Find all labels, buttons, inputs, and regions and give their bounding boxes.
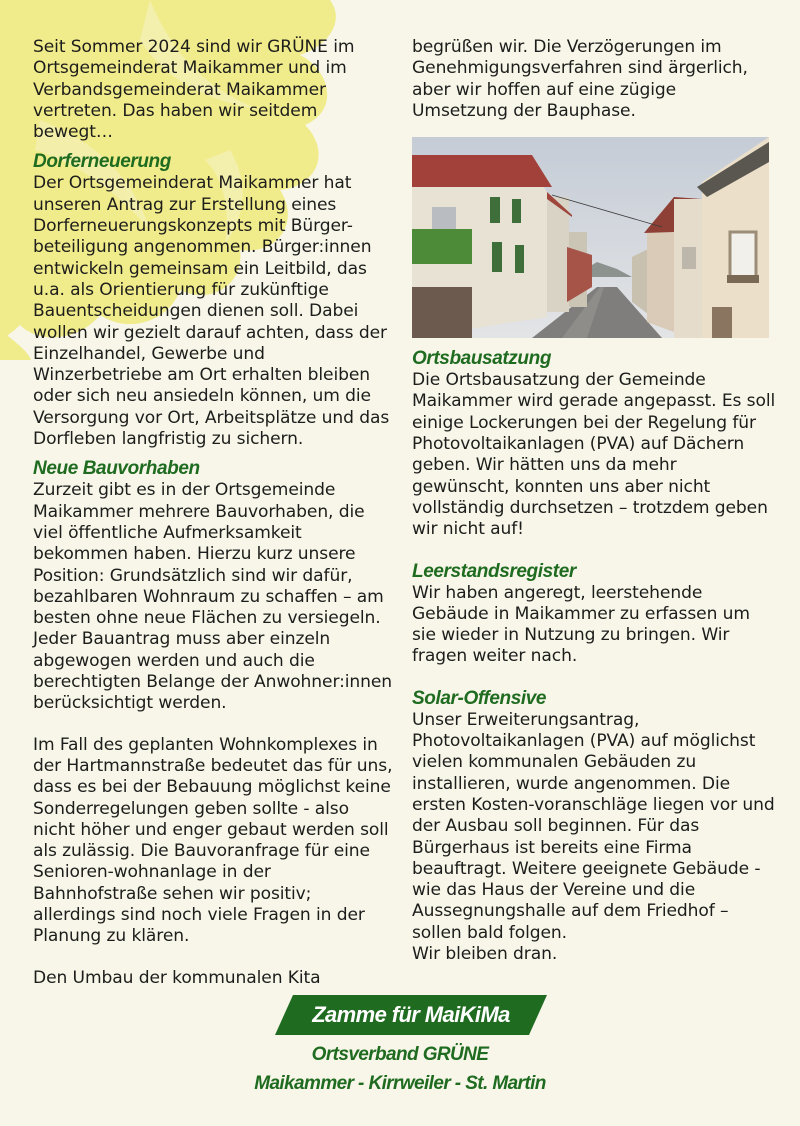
dorferneuerung-heading: Dorferneuerung	[33, 151, 171, 173]
solar-text: Unser Erweiterungsantrag, Photovoltaikanlagen (PVA) auf möglichst vielen kommunalen Gebäuden zu installieren, wurde angenommen. Die ersten Kosten-voranschläge liegen vor und der Ausbau soll beginnen. Für das Bürgerhaus ist bereits eine Firma beauftragt. Weitere geeignete Gebäude - wie das Haus der Vereine und die Aussegnungshalle auf dem Friedhof – sollen bald folgen.	[412, 709, 775, 943]
right-column	[412, 37, 777, 965]
bauvorhaben-heading: Neue Bauvorhaben	[33, 458, 200, 480]
leerstand-text: Wir haben angeregt, leerstehende Gebäude in Maikammer zu erfassen um sie wieder in Nutzung zu bringen. Wir fragen weiter nach.	[412, 582, 750, 667]
slogan-banner	[275, 995, 547, 1035]
dorferneuerung-text: Der Ortsgemeinderat Maikammer hat unseren Antrag zur Erstellung eines Dorferneuerungskonzepts mit Bürger-beteiligung angenommen. Bürger:innen entwickeln gemeinsam ein Leitbild, das u.a. als Orientierung für zukünftige Bauentscheidungen dienen soll. Dabei wollen wir gezielt darauf achten, dass der Einzelhandel, Gewerbe und Winzerbetriebe am Ort erhalten bleiben oder sich neu ansiedeln können, um die Versorgung vor Ort, Arbeitsplätze und das Dorfleben langfristig zu sichern.	[33, 173, 390, 450]
intro-text: Seit Sommer 2024 sind wir GRÜNE im Ortsgemeinderat Maikammer und im Verbandsgemeinderat Maikammer vertreten. Das haben wir seitdem bewegt…	[33, 37, 355, 143]
bauvorhaben-text: Zurzeit gibt es in der Ortsgemeinde Maikammer mehrere Bauvorhaben, die viel öffentliche Aufmerksamkeit bekommen haben. Hierzu kurz unsere Position: Grundsätzlich sind wir dafür, bezahlbaren Wohnraum zu schaffen – am besten ohne neue Flächen zu versiegeln. Jeder Bauantrag muss aber einzeln abgewogen werden und auch die berechtigten Belange der Anwohner:innen berücksichtigt werden.	[33, 480, 392, 714]
left-column	[33, 37, 395, 989]
continuation-text: begrüßen wir. Die Verzögerungen im Genehmigungsverfahren sind ärgerlich, aber wir hoffen auf eine zügige Umsetzung der Bauphase.	[412, 37, 748, 121]
org-name: Ortsverband GRÜNE	[311, 1044, 489, 1065]
ortsbausatzung-text: Die Ortsbausatzung der Gemeinde Maikammer wird gerade angepasst. Es soll einige Lockerungen bei der Regelung für Photovoltaikanlagen (PVA) auf Dächern geben. Wir hätten uns da mehr gewünscht, konnten uns aber nicht vollständig durchsetzen – trotzdem geben wir nicht auf!	[412, 370, 776, 540]
closing-text: Wir bleiben dran.	[412, 944, 558, 965]
places-line: Maikammer - Kirrweiler - St. Martin	[254, 1073, 546, 1094]
kita-text: Den Umbau der kommunalen Kita	[33, 967, 321, 988]
leerstand-heading: Leerstandsregister	[412, 560, 576, 582]
solar-heading: Solar-Offensive	[412, 687, 547, 709]
slogan-text: Zamme für MaiKiMa	[312, 1002, 510, 1027]
street-photo	[412, 137, 769, 338]
ortsbausatzung-heading: Ortsbausatzung	[412, 348, 552, 370]
hartmannstrasse-text: Im Fall des geplanten Wohnkomplexes in der Hartmannstraße bedeutet das für uns, dass es bei der Bebauung möglichst keine Sonderregelungen geben sollte - also nicht höher und enger gebaut werden soll als zulässig. Die Bauvoranfrage für eine Senioren-wohnanlage in der Bahnhofstraße sehen wir positiv; allerdings sind noch viele Fragen in der Planung zu klären.	[33, 734, 393, 947]
